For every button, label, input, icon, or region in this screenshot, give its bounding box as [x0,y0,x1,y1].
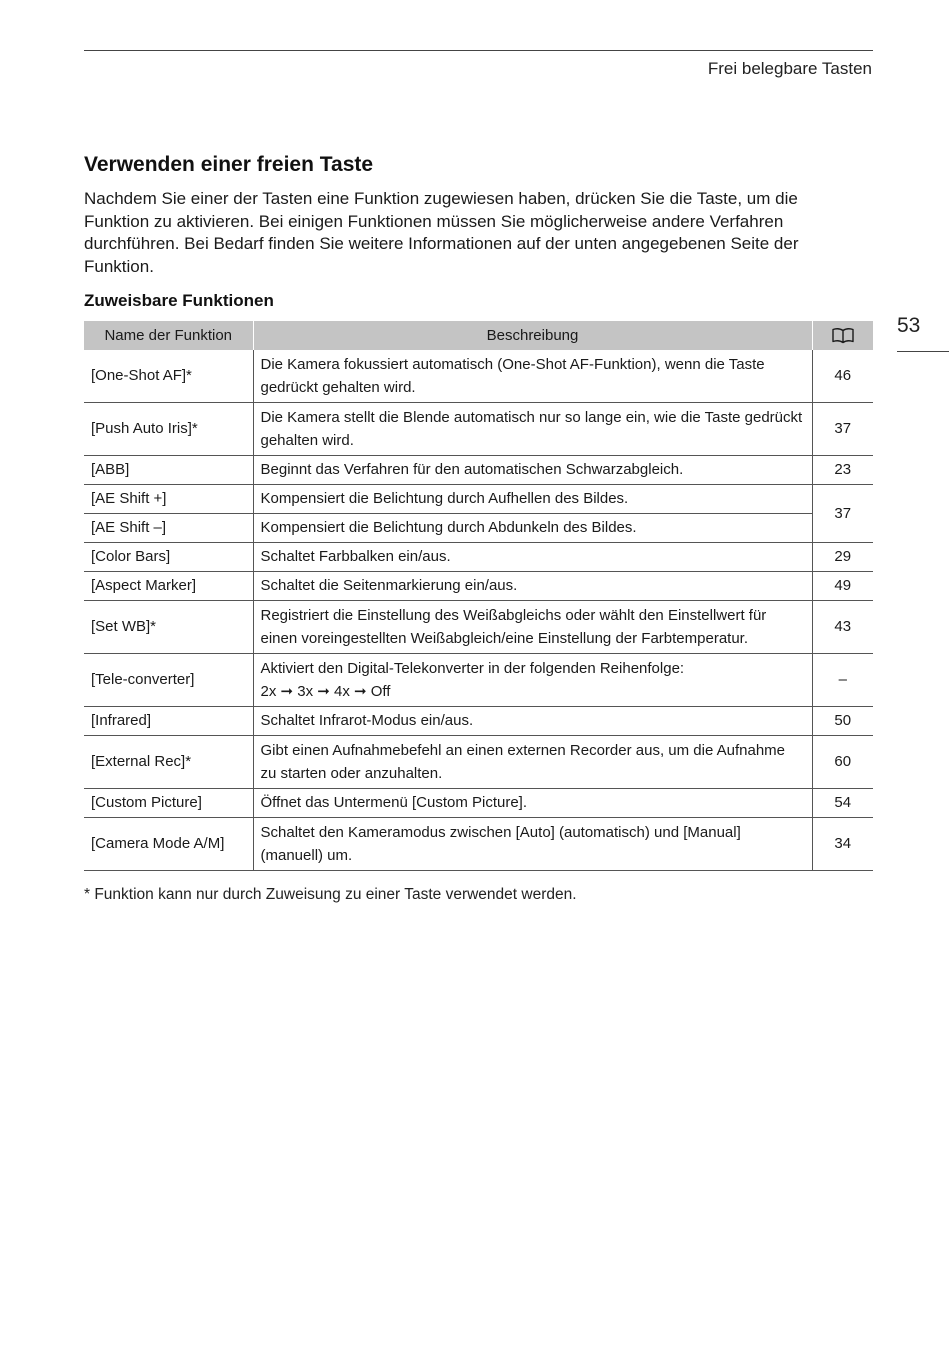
function-page: 46 [812,350,873,403]
table-row [84,601,873,654]
page-number: 53 [897,314,921,337]
function-description: Schaltet Farbbalken ein/aus. [253,543,812,572]
function-name: [One-Shot AF]* [84,350,253,403]
function-description: Die Kamera stellt die Blende automatisch nur so lange ein, wie die Taste gedrückt gehalten wird. [253,403,812,456]
table-row [84,403,873,456]
function-name: [External Rec]* [84,736,253,789]
table-row [84,543,873,572]
function-description: Schaltet die Seitenmarkierung ein/aus. [253,572,812,601]
functions-table [84,321,873,871]
function-description-cell [253,654,812,707]
function-description: Beginnt das Verfahren für den automatischen Schwarzabgleich. [253,456,812,485]
function-name: [AE Shift –] [84,514,253,543]
function-name: [Infrared] [84,707,253,736]
function-description: Aktiviert den Digital-Telekonverter in der folgenden Reihenfolge: [260,659,685,677]
column-header-name: Name der Funktion [84,321,253,350]
function-description-sequence: 2x ➞ 3x ➞ 4x ➞ Off [260,683,391,700]
function-page: – [812,654,873,707]
function-page: 34 [812,818,873,871]
intro-paragraph: Nachdem Sie einer der Tasten eine Funktion zugewiesen haben, drücken Sie die Taste, um die Funktion zu aktivieren. Bei einigen Funktionen müssen Sie möglicherweise andere Verfahren durchführen. Bei Bedarf finden Sie weitere Informationen auf der unten angegebenen Seite der Funktion. [84,189,799,277]
function-description: Die Kamera fokussiert automatisch (One-Shot AF-Funktion), wenn die Taste gedrückt gehalten wird. [253,350,812,403]
function-description: Schaltet Infrarot-Modus ein/aus. [253,707,812,736]
table-row [84,514,873,543]
running-title: Frei belegbare Tasten [707,59,872,78]
function-name: [Tele-converter] [84,654,253,707]
table-row [84,572,873,601]
table-title: Zuweisbare Funktionen [84,291,274,310]
table-row [84,654,873,707]
section-title: Verwenden einer freien Taste [84,153,374,176]
function-page: 49 [812,572,873,601]
function-description: Öffnet das Untermenü [Custom Picture]. [253,789,812,818]
book-icon [831,327,855,344]
function-page: 60 [812,736,873,789]
function-description: Schaltet den Kameramodus zwischen [Auto] (automatisch) und [Manual] (manuell) um. [253,818,812,871]
function-name: [Camera Mode A/M] [84,818,253,871]
function-page: 29 [812,543,873,572]
page-number-rule [897,351,949,352]
function-page: 54 [812,789,873,818]
table-header-row [84,321,873,350]
function-name: [ABB] [84,456,253,485]
function-name: [Custom Picture] [84,789,253,818]
function-page: 50 [812,707,873,736]
function-page: 43 [812,601,873,654]
function-name: [Aspect Marker] [84,572,253,601]
column-header-description: Beschreibung [253,321,812,350]
function-name: [Color Bars] [84,543,253,572]
table-row [84,736,873,789]
table-row [84,485,873,514]
table-row [84,818,873,871]
function-description: Gibt einen Aufnahmebefehl an einen externen Recorder aus, um die Aufnahme zu starten oder anzuhalten. [253,736,812,789]
table-row [84,789,873,818]
function-description: Kompensiert die Belichtung durch Aufhellen des Bildes. [253,485,812,514]
function-page: 23 [812,456,873,485]
table-row [84,456,873,485]
function-page: 37 [812,403,873,456]
function-name: [Push Auto Iris]* [84,403,253,456]
function-name: [AE Shift +] [84,485,253,514]
function-description: Registriert die Einstellung des Weißabgleichs oder wählt den Einstellwert für einen voreingestellten Weißabgleich/eine Einstellung der Farbtemperatur. [253,601,812,654]
table-row [84,350,873,403]
function-name: [Set WB]* [84,601,253,654]
function-page: 37 [812,485,873,543]
header-rule [84,50,873,51]
column-header-page [812,321,873,350]
footnote: * Funktion kann nur durch Zuweisung zu einer Taste verwendet werden. [84,886,577,903]
function-description: Kompensiert die Belichtung durch Abdunkeln des Bildes. [253,514,812,543]
table-row [84,707,873,736]
